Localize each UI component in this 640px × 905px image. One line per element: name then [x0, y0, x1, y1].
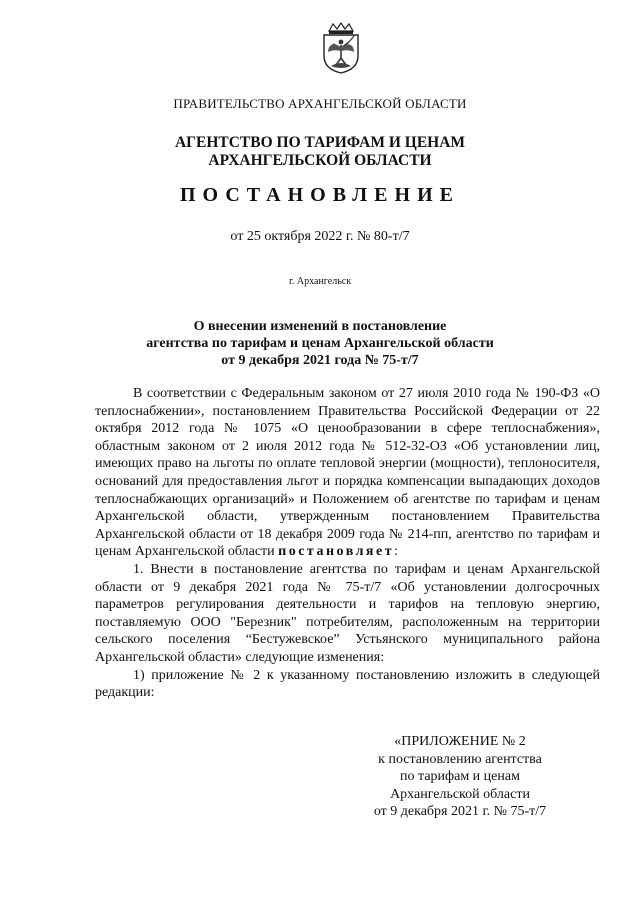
item-1-1-paragraph: 1) приложение № 2 к указанному постановлению изложить в следующей редакции:	[95, 667, 600, 701]
appendix-line-2: к постановлению агентства	[378, 751, 542, 767]
appendix-header	[355, 733, 565, 821]
appendix-line-1: «ПРИЛОЖЕНИЕ № 2	[394, 734, 526, 749]
coat-of-arms-icon	[319, 22, 363, 74]
document-date-number: от 25 октября 2022 г. № 80-т/7	[230, 229, 410, 244]
document-type: ПОСТАНОВЛЕНИЕ	[180, 184, 460, 206]
document-city: г. Архангельск	[288, 276, 352, 287]
agency-line-1: АГЕНТСТВО ПО ТАРИФАМ И ЦЕНАМ	[174, 134, 466, 151]
government-name: ПРАВИТЕЛЬСТВО АРХАНГЕЛЬСКОЙ ОБЛАСТИ	[173, 96, 467, 111]
subject-line-3: от 9 декабря 2021 года № 75-т/7	[221, 353, 419, 368]
resolves-colon: :	[394, 544, 398, 560]
item-1-paragraph: 1. Внести в постановление агентства по тарифам и ценам Архангельской области от 9 декабря 2021 года № 75-т/7 «Об установлении долгосрочных параметров регулирования деятельности и тарифов на тепловую энергию, поставляемую ООО "Березник" потребителям, расположенным на территории сельского поселения “Бестужевское” Устьянского муниципального района Архангельской области» следующие изменения:	[95, 561, 600, 665]
preamble-paragraph	[95, 385, 600, 561]
document-subject	[0, 318, 640, 369]
subject-line-2: агентства по тарифам и ценам Архангельской области	[146, 336, 494, 351]
appendix-line-4: Архангельской области	[390, 786, 530, 802]
resolves-word: постановляет	[278, 544, 395, 560]
agency-name	[0, 134, 640, 170]
appendix-line-3: по тарифам и ценам	[400, 769, 520, 785]
document-body	[95, 385, 600, 702]
subject-line-1: О внесении изменений в постановление	[193, 319, 447, 334]
agency-line-2: АРХАНГЕЛЬСКОЙ ОБЛАСТИ	[208, 152, 432, 169]
preamble-text: В соответствии с Федеральным законом от 27 июля 2010 года № 190-ФЗ «О теплоснабжении», постановлением Правительства Российской Федерации от 22 октября 2012 года № 1075 «О ценообразовании в сфере теплоснабжения», областным законом от 2 июля 2012 года № 512-32-ОЗ «Об установлении лиц, имеющих право на льготы по оплате тепловой энергии (мощности), теплоносителя, оснований для предоставления льгот и порядка компенсации выпадающих доходов теплоснабжающих организаций» и Положением об агентстве по тарифам и ценам Архангельской области, утвержденным постановлением Правительства Архангельской области от 18 декабря 2009 года № 214-пп, агентство по тарифам и ценам Архангельской области	[95, 386, 600, 560]
appendix-line-5: от 9 декабря 2021 г. № 75-т/7	[373, 804, 547, 820]
